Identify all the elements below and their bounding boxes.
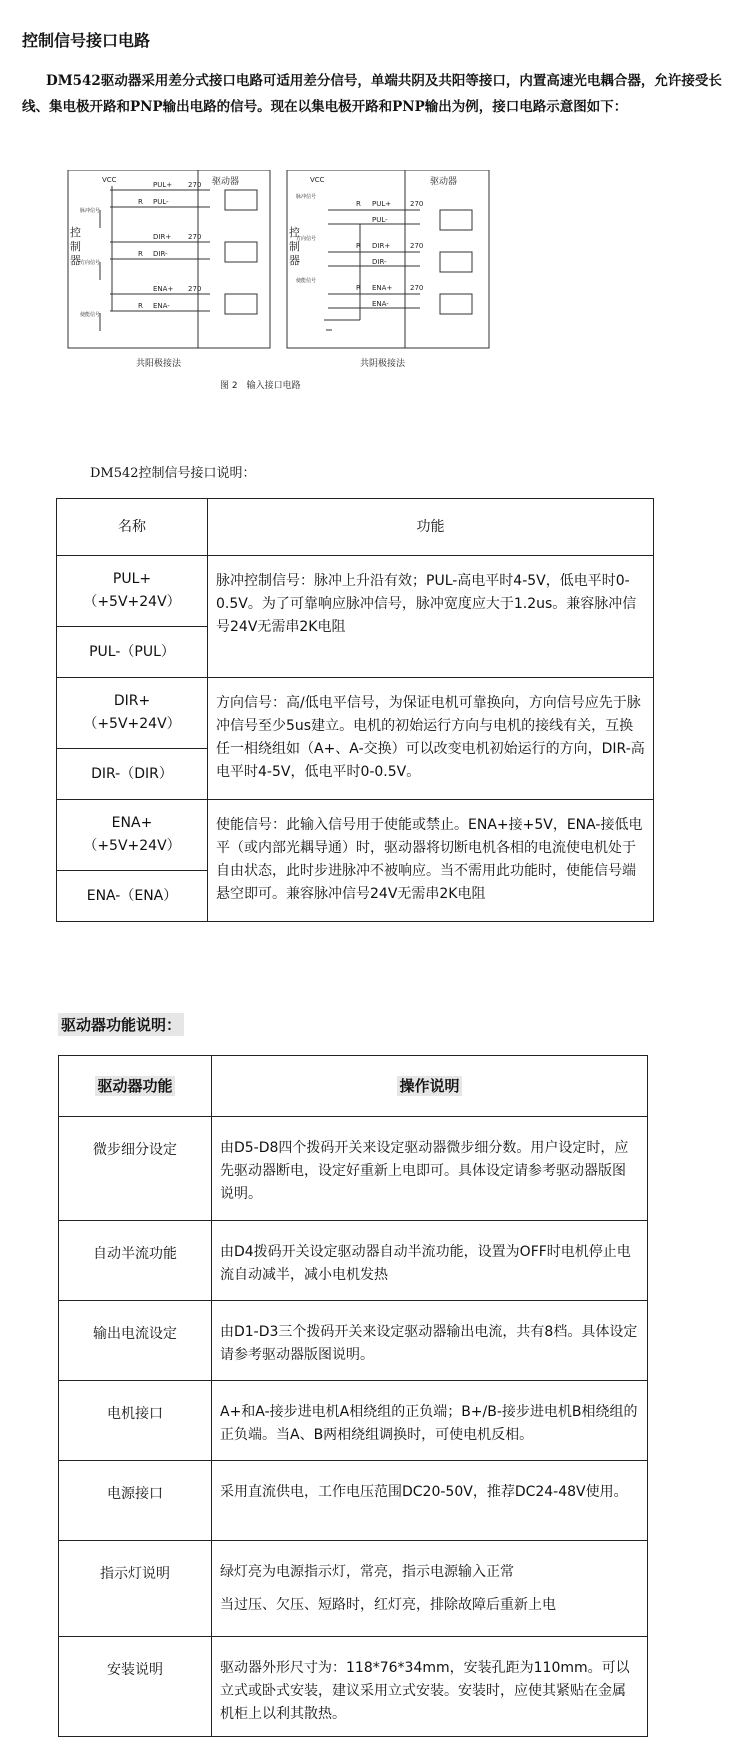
r-right-1: R bbox=[356, 200, 361, 208]
pulse-signal-right: 脉冲信号 bbox=[296, 194, 317, 200]
ena-minus-left: ENA- bbox=[153, 302, 170, 310]
table-row bbox=[57, 556, 654, 627]
function-desc: 驱动器外形尺寸为：118*76*34mm，安装孔距为110mm。可以立式或卧式安装，建议采用立式安装。安装时，应使其紧贴在金属机柜上以利其散热。 bbox=[212, 1637, 648, 1737]
function-desc: 采用直流供电，工作电压范围DC20-50V，推荐DC24-48V使用。 bbox=[212, 1461, 648, 1541]
left-wiring-label: 共阳极接法 bbox=[136, 359, 182, 369]
dir-signal-left: 方向信号 bbox=[80, 260, 101, 266]
signal-name: DIR-（DIR） bbox=[57, 749, 208, 800]
r270-left-2: 270 bbox=[188, 233, 202, 241]
driver-label-left: 驱动器 bbox=[212, 177, 240, 187]
table-row bbox=[59, 1461, 648, 1541]
vcc-label-right: VCC bbox=[310, 176, 325, 184]
indicator-desc-2: 当过压、欠压、短路时，红灯亮，排除故障后重新上电 bbox=[220, 1597, 556, 1613]
r270-left-1: 270 bbox=[188, 181, 202, 189]
section-heading: 控制信号接口电路 bbox=[22, 31, 151, 50]
header-driver-function bbox=[59, 1056, 212, 1117]
right-wiring-label: 共阴极接法 bbox=[360, 359, 406, 369]
signal-name: DIR+ （+5V+24V） bbox=[57, 678, 208, 749]
r270-right-1: 270 bbox=[410, 200, 424, 208]
table-row bbox=[59, 1381, 648, 1461]
indicator-desc-1: 绿灯亮为电源指示灯，常亮，指示电源输入正常 bbox=[220, 1564, 514, 1580]
signal-function: 使能信号：此输入信号用于使能或禁止。ENA+接+5V，ENA-接低电平（或内部光耦导通）时，驱动器将切断电机各相的电流使电机处于自由状态，此时步进脉冲不被响应。当不需用此功能时，使能信号端悬空即可。兼容脉冲信号24V无需串2K电阻 bbox=[208, 800, 654, 922]
function-name: 安装说明 bbox=[59, 1637, 212, 1737]
ena-signal-right: 使能信号 bbox=[296, 278, 317, 284]
dir-signal-right: 方向信号 bbox=[296, 236, 317, 242]
function-desc: 由D5-D8四个拨码开关来设定驱动器微步细分数。用户设定时，应先驱动器断电，设定好重新上电即可。具体设定请参考驱动器版图说明。 bbox=[212, 1117, 648, 1221]
header-function: 功能 bbox=[208, 499, 654, 556]
function-name: 指示灯说明 bbox=[59, 1541, 212, 1637]
pulse-signal-left: 脉冲信号 bbox=[80, 208, 101, 214]
table-header-row bbox=[59, 1056, 648, 1117]
function-desc: 由D1-D3三个拨码开关来设定驱动器输出电流，共有8档。具体设定请参考驱动器版图说明。 bbox=[212, 1301, 648, 1381]
table-row bbox=[59, 1117, 648, 1221]
table-row bbox=[57, 800, 654, 871]
pul-plus-right: PUL+ bbox=[372, 200, 392, 208]
intro-text: DM542驱动器采用差分式接口电路可适用差分信号，单端共阴及共阳等接口，内置高速光电耦合器，允许接受长线、集电极开路和PNP输出电路的信号。现在以集电极开路和PNP输出为例，接口电路示意图如下： bbox=[22, 73, 722, 115]
table1-title: DM542控制信号接口说明： bbox=[90, 466, 256, 481]
signal-name: ENA+ （+5V+24V） bbox=[57, 800, 208, 871]
controller-label-right-2: 制 bbox=[289, 240, 300, 253]
r-right-2: R bbox=[356, 242, 361, 250]
table2-title: 驱动器功能说明： bbox=[58, 1013, 184, 1036]
vcc-label-left: VCC bbox=[102, 176, 117, 184]
ena-plus-left: ENA+ bbox=[153, 285, 174, 293]
intro-paragraph bbox=[22, 68, 737, 120]
r270-right-3: 270 bbox=[410, 284, 424, 292]
table-header-row bbox=[57, 499, 654, 556]
table-row bbox=[59, 1637, 648, 1737]
interface-circuit-figure bbox=[60, 170, 660, 440]
controller-label-right: 控 bbox=[289, 226, 300, 239]
ena-signal-left: 使能信号 bbox=[80, 312, 101, 318]
function-name: 电机接口 bbox=[59, 1381, 212, 1461]
pul-minus-right: PUL- bbox=[372, 216, 388, 224]
signal-name: PUL-（PUL） bbox=[57, 627, 208, 678]
function-name: 电源接口 bbox=[59, 1461, 212, 1541]
controller-label-right-3: 器 bbox=[289, 254, 300, 267]
header-operation-text: 操作说明 bbox=[399, 1076, 460, 1095]
header-driver-function-text: 驱动器功能 bbox=[97, 1076, 173, 1095]
table-row bbox=[57, 678, 654, 749]
header-operation bbox=[212, 1056, 648, 1117]
r270-right-2: 270 bbox=[410, 242, 424, 250]
function-name: 输出电流设定 bbox=[59, 1301, 212, 1381]
dir-minus-left: DIR- bbox=[153, 250, 168, 258]
controller-label-left-3: 器 bbox=[70, 254, 81, 267]
r-left-3: R bbox=[138, 302, 143, 310]
signal-function: 脉冲控制信号：脉冲上升沿有效；PUL-高电平时4-5V，低电平时0-0.5V。为了可靠响应脉冲信号，脉冲宽度应大于1.2us。兼容脉冲信号24V无需串2K电阻 bbox=[208, 556, 654, 678]
dir-plus-left: DIR+ bbox=[153, 233, 172, 241]
controller-label-left: 控 bbox=[70, 226, 81, 239]
signal-name: ENA-（ENA） bbox=[57, 871, 208, 922]
r-left-1: R bbox=[138, 198, 143, 206]
r-right-3: R bbox=[356, 284, 361, 292]
r270-left-3: 270 bbox=[188, 285, 202, 293]
control-signal-table bbox=[56, 498, 654, 922]
function-desc: 由D4拨码开关设定驱动器自动半流功能，设置为OFF时电机停止电流自动减半，减小电机发热 bbox=[212, 1221, 648, 1301]
function-desc: A+和A-接步进电机A相绕组的正负端；B+/B-接步进电机B相绕组的正负端。当A、B两相绕组调换时，可使电机反相。 bbox=[212, 1381, 648, 1461]
controller-label-left-2: 制 bbox=[70, 240, 81, 253]
function-name: 微步细分设定 bbox=[59, 1117, 212, 1221]
ena-plus-right: ENA+ bbox=[372, 284, 393, 292]
pul-minus-left: PUL- bbox=[153, 198, 169, 206]
table-row bbox=[59, 1301, 648, 1381]
circuit-diagram bbox=[60, 170, 660, 440]
r-left-2: R bbox=[138, 250, 143, 258]
driver-label-right: 驱动器 bbox=[430, 177, 458, 187]
table-row bbox=[59, 1541, 648, 1637]
signal-name: PUL+ （+5V+24V） bbox=[57, 556, 208, 627]
function-desc bbox=[212, 1541, 648, 1637]
dir-plus-right: DIR+ bbox=[372, 242, 391, 250]
ena-minus-right: ENA- bbox=[372, 300, 389, 308]
table-row bbox=[59, 1221, 648, 1301]
pul-plus-left: PUL+ bbox=[153, 181, 173, 189]
figure-caption: 图 2 输入接口电路 bbox=[220, 381, 301, 391]
header-name: 名称 bbox=[57, 499, 208, 556]
driver-function-table bbox=[58, 1055, 648, 1737]
signal-function: 方向信号：高/低电平信号，为保证电机可靠换向，方向信号应先于脉冲信号至少5us建立。电机的初始运行方向与电机的接线有关，互换任一相绕组如（A+、A-交换）可以改变电机初始运行的方向，DIR-高电平时4-5V，低电平时0-0.5V。 bbox=[208, 678, 654, 800]
function-name: 自动半流功能 bbox=[59, 1221, 212, 1301]
dir-minus-right: DIR- bbox=[372, 258, 387, 266]
